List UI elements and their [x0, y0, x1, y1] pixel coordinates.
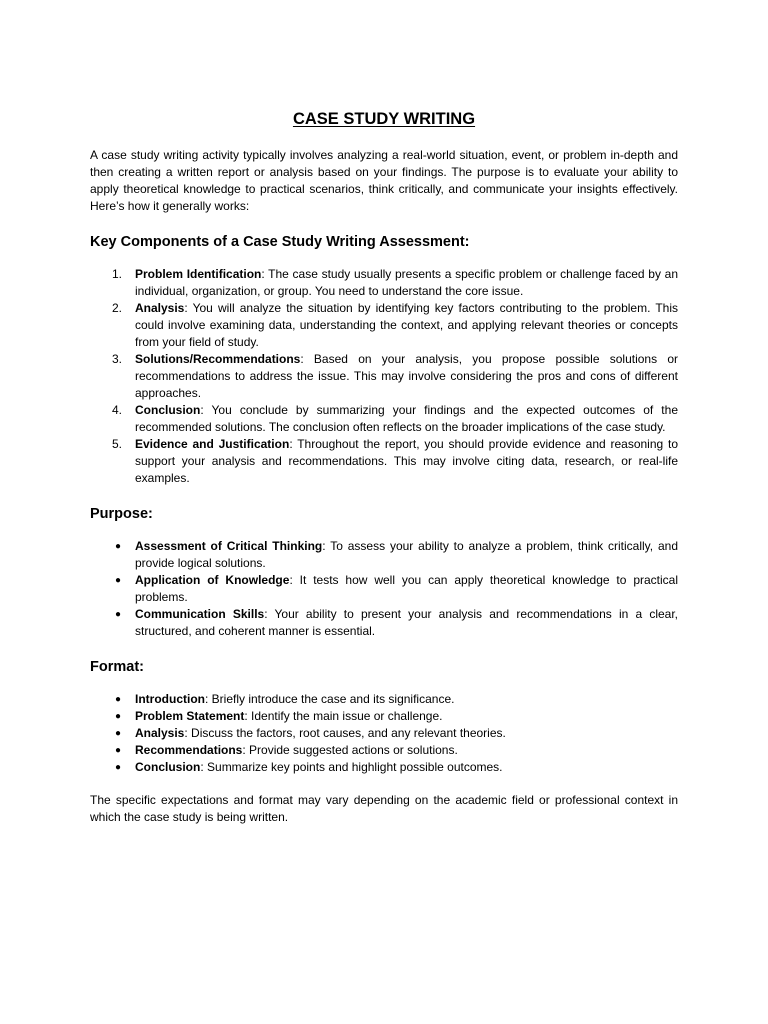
- list-item-text: : Provide suggested actions or solutions.: [242, 743, 458, 757]
- list-item-text: : You conclude by summarizing your findings and the expected outcomes of the recommended solutions. The conclusion often reflects on the broader implications of the case study.: [135, 403, 678, 434]
- list-number: 3.: [112, 352, 123, 366]
- list-item: [90, 759, 678, 776]
- bullet-icon: ●: [115, 711, 122, 722]
- bullet-icon: ●: [115, 745, 122, 756]
- list-item-term: Introduction: [135, 692, 205, 706]
- key-components-list: [90, 266, 678, 487]
- list-item: [90, 300, 678, 351]
- list-item-term: Conclusion: [135, 760, 201, 774]
- list-item: [90, 266, 678, 300]
- list-item: [90, 742, 678, 759]
- list-item-term: Communication Skills: [135, 607, 265, 621]
- list-item: [90, 708, 678, 725]
- bullet-icon: ●: [115, 694, 122, 705]
- closing-paragraph: The specific expectations and format may vary depending on the academic field or professional context in which the case study is being written.: [90, 793, 678, 824]
- list-item: [90, 691, 678, 708]
- list-item-term: Conclusion: [135, 403, 201, 417]
- list-item-text: : Summarize key points and highlight possible outcomes.: [200, 760, 503, 774]
- purpose-list: [90, 538, 678, 640]
- list-item-text: : It tests how well you can apply theoretical knowledge to practical problems.: [135, 573, 678, 604]
- list-item-term: Assessment of Critical Thinking: [135, 539, 323, 553]
- list-item-text: : To assess your ability to analyze a problem, think critically, and provide logical solutions.: [135, 539, 678, 570]
- list-item: [90, 402, 678, 436]
- list-item-text: : Briefly introduce the case and its significance.: [204, 692, 455, 706]
- list-item-text: : Your ability to present your analysis and recommendations in a clear, structured, and coherent manner is essential.: [135, 607, 678, 638]
- bullet-icon: ●: [115, 728, 122, 739]
- list-item-text: : Throughout the report, you should provide evidence and reasoning to support your analysis and recommendations. This may involve citing data, research, or real-life examples.: [135, 437, 678, 485]
- list-item: [90, 538, 678, 572]
- format-heading: Format:: [90, 659, 144, 675]
- list-item: [90, 725, 678, 742]
- list-number: 5.: [112, 437, 123, 451]
- list-item-term: Application of Knowledge: [135, 573, 290, 587]
- page-title: CASE STUDY WRITING: [292, 110, 476, 128]
- list-item-text: : Identify the main issue or challenge.: [244, 709, 443, 723]
- list-item-text: : Based on your analysis, you propose possible solutions or recommendations to address the issue. This may involve considering the pros and cons of different approaches.: [135, 352, 678, 400]
- list-item: [90, 606, 678, 640]
- list-item-text: : The case study usually presents a specific problem or challenge faced by an individual, organization, or group. You need to understand the core issue.: [135, 267, 678, 298]
- list-number: 4.: [112, 403, 123, 417]
- intro-paragraph: A case study writing activity typically involves analyzing a real-world situation, event, or problem in-depth and then creating a written report or analysis based on your findings. The purpose is to evaluate your ability to apply theoretical knowledge to practical scenarios, think critically, and communicate your insights effectively. Here’s how it generally works:: [90, 148, 678, 213]
- bullet-icon: ●: [115, 541, 122, 552]
- list-item: [90, 436, 678, 487]
- bullet-icon: ●: [115, 609, 122, 620]
- list-item-term: Evidence and Justification: [135, 437, 290, 451]
- bullet-icon: ●: [115, 762, 122, 773]
- purpose-heading: Purpose:: [90, 506, 153, 522]
- key-components-heading: Key Components of a Case Study Writing Assessment:: [90, 234, 470, 250]
- list-number: 2.: [112, 301, 123, 315]
- list-number: 1.: [112, 267, 123, 281]
- list-item-term: Recommendations: [135, 743, 243, 757]
- list-item-text: : Discuss the factors, root causes, and any relevant theories.: [184, 726, 506, 740]
- list-item-text: : You will analyze the situation by identifying key factors contributing to the problem. This could involve examining data, understanding the context, and applying relevant theories or concepts from your field of study.: [135, 301, 678, 349]
- list-item: [90, 351, 678, 402]
- list-item-term: Problem Statement: [135, 709, 245, 723]
- list-item: [90, 572, 678, 606]
- list-item-term: Analysis: [135, 726, 185, 740]
- list-item-term: Solutions/Recommendations: [135, 352, 301, 366]
- bullet-icon: ●: [115, 575, 122, 586]
- format-list: [90, 691, 678, 776]
- list-item-term: Analysis: [135, 301, 185, 315]
- list-item-term: Problem Identification: [135, 267, 262, 281]
